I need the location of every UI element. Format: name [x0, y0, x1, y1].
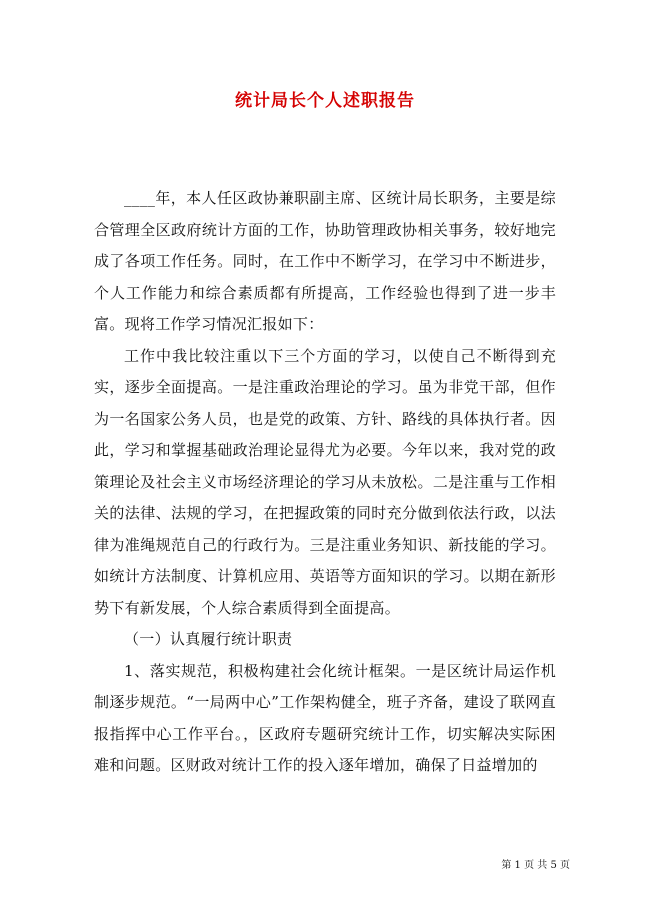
document-title: 统计局长个人述职报告: [235, 91, 415, 111]
paragraph-intro: ____年，本人任区政协兼职副主席、区统计局长职务，主要是综合管理全区政府统计方面的工作，协助管理政协相关事务，较好地完成了各项工作任务。同时，在工作中不断学习，在学习中不断进步，个人工作能力和综合素质都有所提高，工作经验也得到了进一步丰富。现将工作学习情况汇报如下：: [94, 189, 556, 333]
page-number-footer: 第 1 页 共 5 页: [501, 860, 570, 871]
document-body: [94, 183, 556, 782]
paragraph-study: 工作中我比较注重以下三个方面的学习，以使自己不断得到充实，逐步全面提高。一是注重政治理论的学习。虽为非党干部，但作为一名国家公务人员，也是党的政策、方针、路线的具体执行者。因此，学习和掌握基础政治理论显得尤为必要。今年以来，我对党的政策理论及社会主义市场经济理论的学习从未放松。二是注重与工作相关的法律、法规的学习，在把握政策的同时充分做到依法行政，以法律为准绳规范自己的行政行为。三是注重业务知识、新技能的学习。如统计方法制度、计算机应用、英语等方面知识的学习。以期在新形势下有新发展，个人综合素质得到全面提高。: [94, 346, 556, 617]
section-heading: （一）认真履行统计职责: [124, 630, 293, 648]
paragraph-item-1: 1、落实规范，积极构建社会化统计框架。一是区统计局运作机制逐步规范。“一局两中心”工作架构健全，班子齐备，建设了联网直报指挥中心工作平台。，区政府专题研究统计工作，切实解决实际困难和问题。区财政对统计工作的投入逐年增加，确保了日益增加的: [94, 661, 556, 774]
